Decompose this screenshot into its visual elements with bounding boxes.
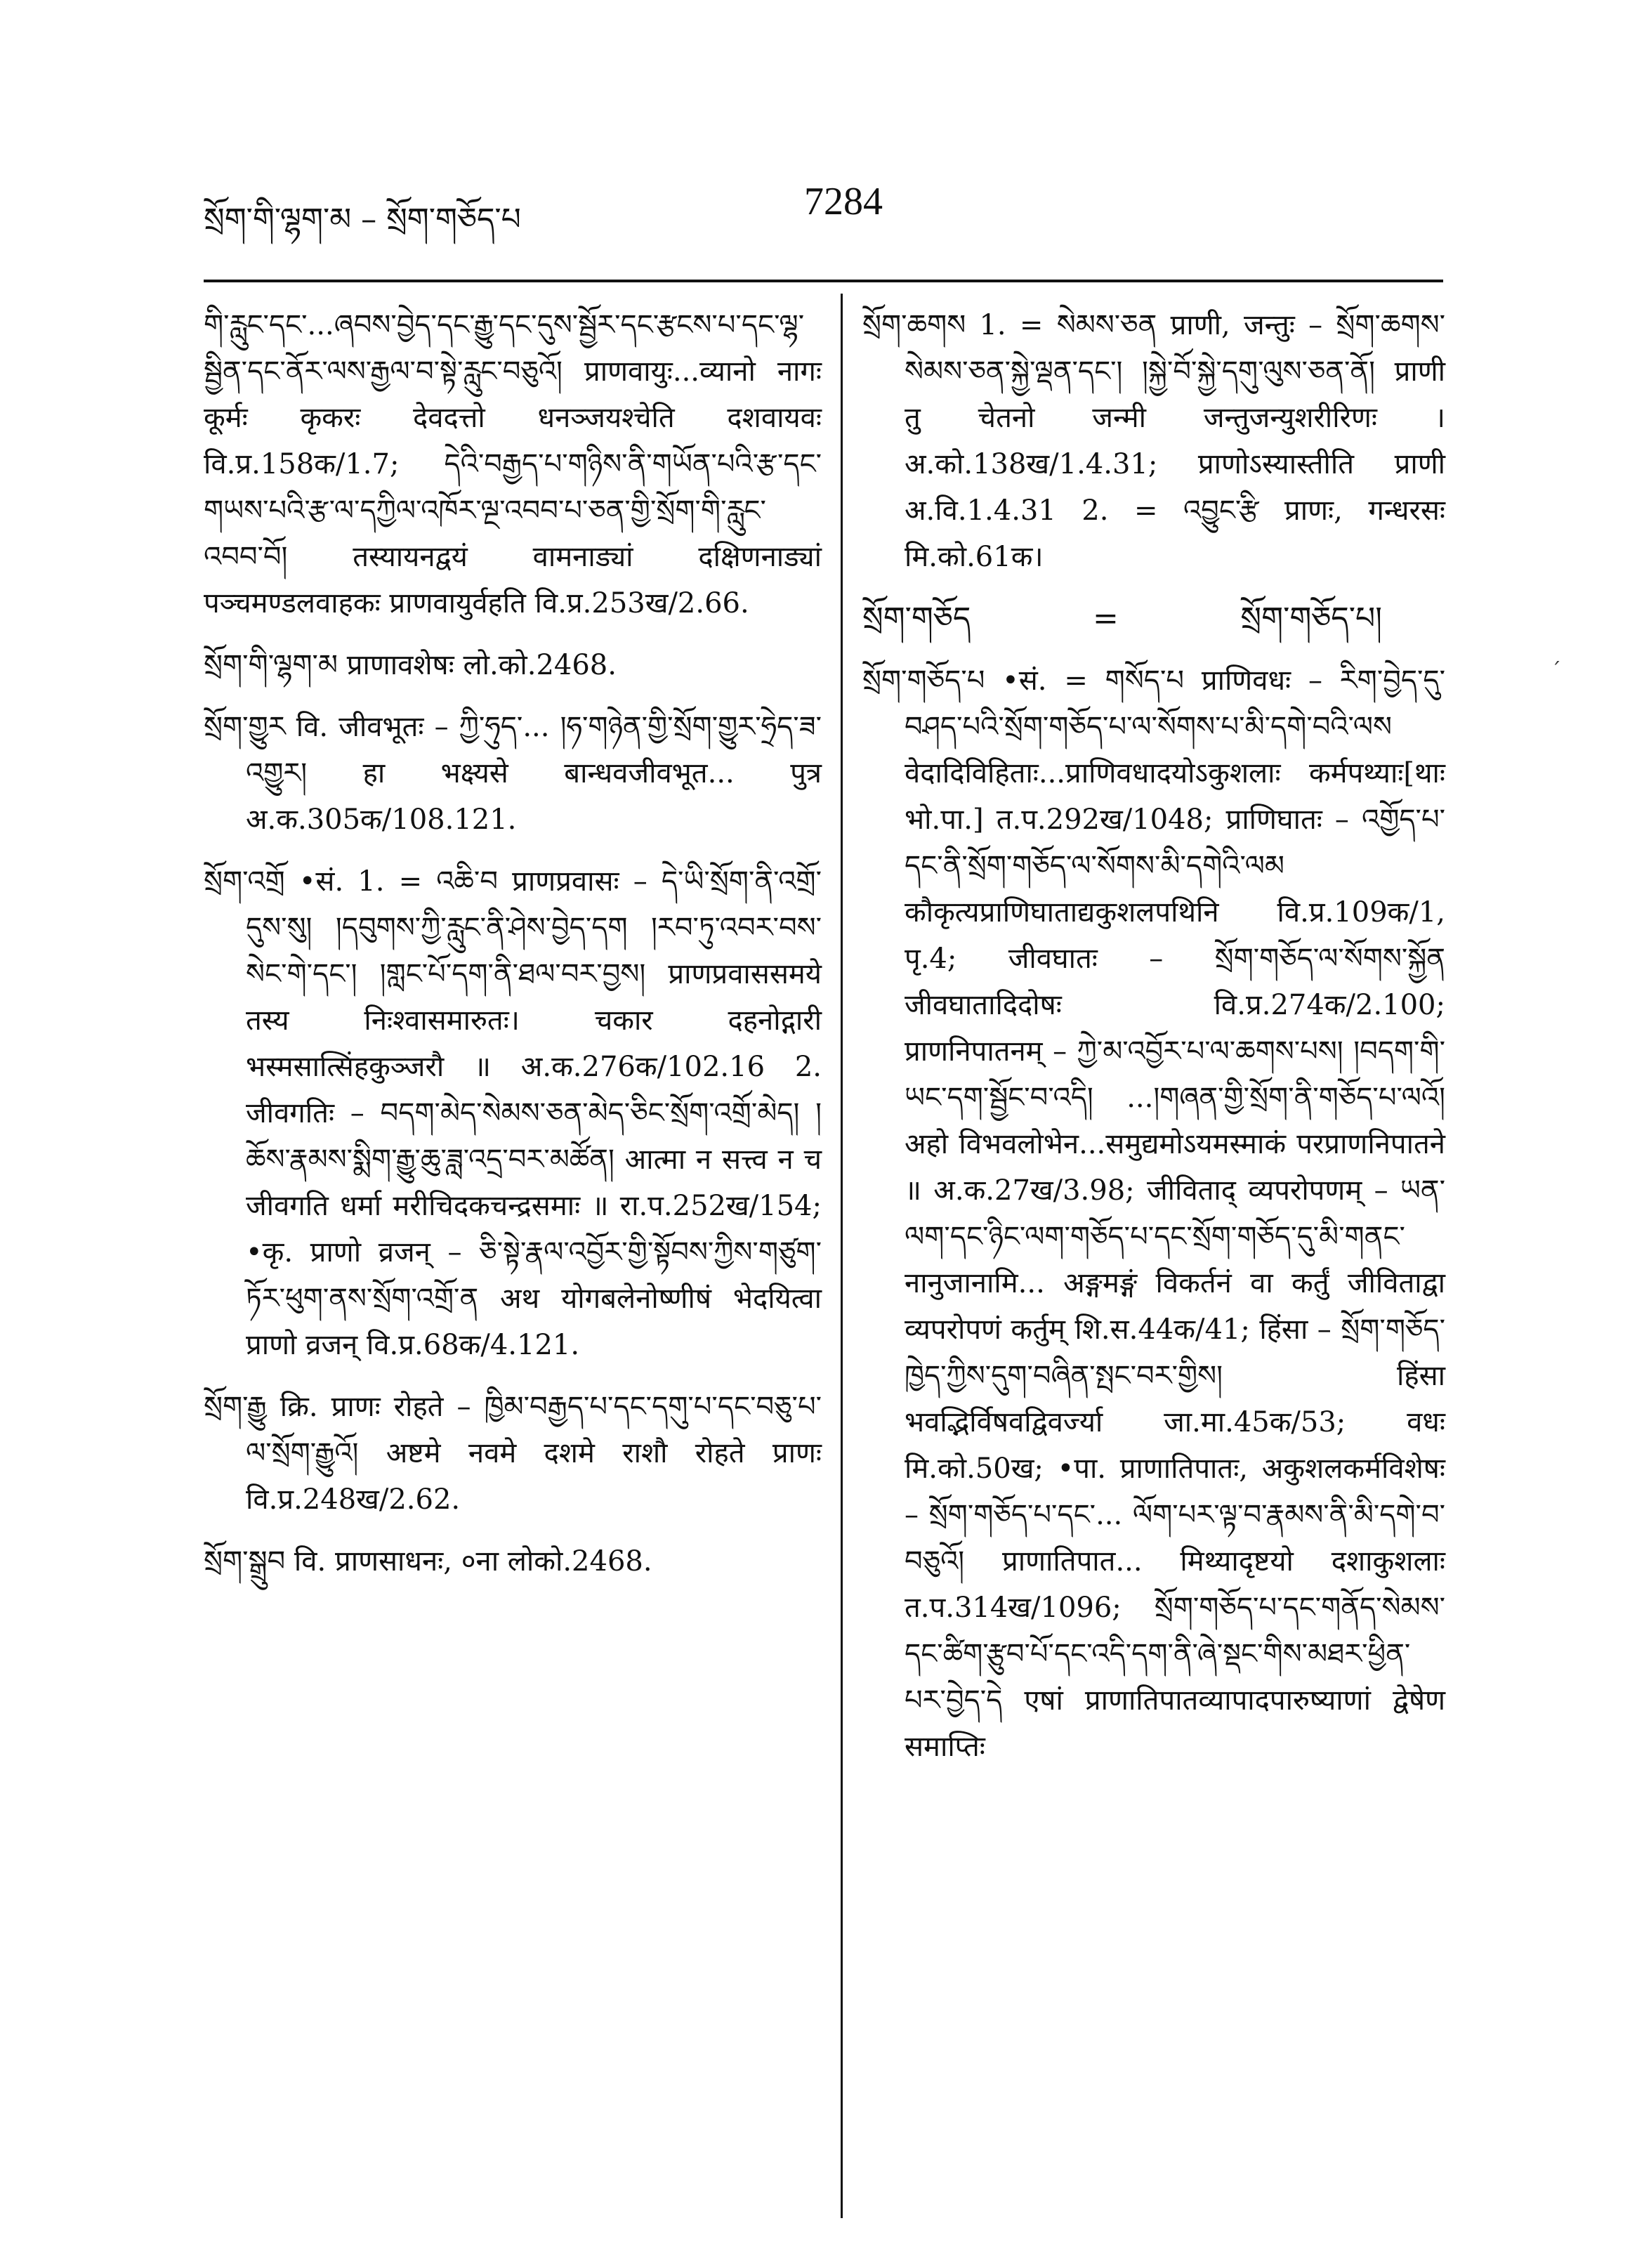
entry-continuation: [204, 302, 822, 627]
dictionary-entry: [204, 642, 822, 688]
entry-text: སྲོག་སྒྲུབ वि. प्राणसाधनः, ०ना लोको.2468.: [204, 1545, 652, 1578]
entry-text: སྲོག་གཅོད་པ •सं. = གསོད་པ प्राणिवधः – རིག་བྱེད་དུ་བཤད་པའི་སྲོག་གཅོད་པ་ལ་སོགས་པ་མི་དགེ་བའི་ལས वेदादिविहिताः...प्राणिवधादयोऽकुशलाः कर्मपथ्याः[थाः भो.पा.] त.प.292ख/1048; प्राणिघातः – འགྱོད་པ་དང་ནི་སྲོག་གཅོད་ལ་སོགས་མི་དགེའི་ལམ कौकृत्यप्राणिघाताद्यकुशलपथिनि वि.प्र.109क/1, पृ.4; जीवघातः – སྲོག་གཅོད་ལ་སོགས་སྐྱོན जीवघातादिदोषः वि.प्र.274क/2.100; प्राणनिपातनम् – ཀྱེ་མ་འབྱོར་པ་ལ་ཆགས་པས། །བདག་གི་ཡང་དག་སྦྱོང་བ་འདི། ...།གཞན་གྱི་སྲོག་ནི་གཅོད་པ་ལའོ། अहो विभवलोभेन...समुद्यमोऽयमस्माकं परप्राणनिपातने ॥ अ.क.27ख/3.98; जीविताद् व्यपरोपणम् – ཡན་ལག་དང་ཉིང་ལག་གཅོད་པ་དང་སྲོག་གཅོད་དུ་མི་གནང་ नानुजानामि... अङ्गमङ्गं विकर्तनं वा कर्तुं जीविताद्वा व्यपरोपणं कर्तुम् शि.स.44क/41; हिंसा – སྲོག་གཅོད་ཁྱེད་ཀྱིས་དུག་བཞིན་སྤང་བར་གྱིས། हिंसा भवद्भिर्विषवद्विवर्ज्या जा.मा.45क/53; वधः मि.को.50ख; •पा. प्राणातिपातः, अकुशलकर्मविशेषः – སྲོག་གཅོད་པ་དང་... ལོག་པར་ལྟ་བ་རྣམས་ནི་མི་དགེ་བ་བཅུའོ། प्राणातिपात... मिथ्यादृष्टयो दशाकुशलाः त.प.314ख/1096; སྲོག་གཅོད་པ་དང་གནོད་སེམས་དང་ཚིག་རྩུབ་པོ་དང་འདི་དག་ནི་ཞེ་སྡང་གིས་མཐར་ཕྱིན་པར་བྱེད་དེ एषां प्राणातिपातव्यापादपारुष्याणां द्वेषेण समाप्तिः: [862, 664, 1445, 1763]
equals-sign: =: [1092, 601, 1119, 636]
cross-reference-entry: [862, 596, 1445, 642]
column-divider: [841, 294, 843, 2218]
entry-text: སྲོག་གི་ལྷག་མ प्राणावशेषः लो.को.2468.: [204, 649, 617, 681]
entry-text: སྲོག་རྒྱུ क्रि. प्राणः रोहते – ཁྱིམ་བརྒྱད་པ་དང་དགུ་པ་དང་བཅུ་པ་ལ་སྲོག་རྒྱུའོ། अष्टमे नवमे दशमे राशौ रोहते प्राणः वि.प्र.248ख/2.62.: [204, 1391, 822, 1516]
dictionary-entry: [204, 1384, 822, 1523]
dictionary-entry: [204, 858, 822, 1368]
right-column: [862, 302, 1445, 1785]
stray-mark: ˊ: [1551, 659, 1561, 683]
reference-target: སྲོག་གཅོད་པ།: [1240, 601, 1382, 636]
dictionary-entry: [862, 302, 1445, 580]
running-head: སྲོག་གི་ལྷག་མ – སྲོག་གཅོད་པ: [204, 202, 521, 237]
dictionary-entry: [204, 1538, 822, 1585]
headword: སྲོག་གཅོད: [862, 601, 971, 636]
entry-text: གི་རླུང་དང་...ཞབས་བྱེད་དང་རྒྱུ་དང་དུས་སྦྱོར་དང་རྩངས་པ་དང་ལྷ་སྦྱིན་དང་ནོར་ལས་རྒྱལ་བ་སྟེ་རླུང་བཅུའོ། प्राणवायुः...व्यानो नागः कूर्मः कृकरः देवदत्तो धनञ्जयश्चेति दशवायवः वि.प्र.158क/1.7; དེའི་བརྒྱད་པ་གཉིས་ནི་གཡོན་པའི་རྩ་དང་གཡས་པའི་རྩ་ལ་དཀྱིལ་འཁོར་ལྔ་འབབ་པ་ཅན་གྱི་སྲོག་གི་རླུང་འབབ་བོ། तस्यायनद्वयं वामनाड्यां दक्षिणनाड्यां पञ्चमण्डलवाहकः प्राणवायुर्वहति वि.प्र.253ख/2.66.: [204, 309, 822, 620]
page-number: 7284: [804, 180, 883, 223]
left-column: [204, 302, 822, 1600]
page-header: [204, 179, 1440, 235]
entry-text: སྲོག་འགྲོ •सं. 1. = འཆི་བ प्राणप्रवासः – དེ་ཡི་སྲོག་ནི་འགྲོ་དུས་སུ། །དབུགས་ཀྱི་རླུང་ནི་ཤེས་བྱེད་དག །རབ་ཏུ་འབར་བས་སེང་གེ་དང་། །གླང་པོ་དག་ནི་ཐལ་བར་བྱས། प्राणप्रवाससमये तस्य निःश्वासमारुतः। चकार दहनोद्गारी भस्मसात्सिंहकुञ्जरौ ॥ अ.क.276क/102.16 2. जीवगतिः – བདག་མེད་སེམས་ཅན་མེད་ཅིང་སྲོག་འགྲོ་མེད། །ཆོས་རྣམས་སྨིག་རྒྱུ་ཆུ་ཟླ་འདྲ་བར་མཚོན། आत्मा न सत्त्व न च जीवगति धर्मा मरीचिदकचन्द्रसमाः ॥ रा.प.252ख/154; •कृ. प्राणो व्रजन् – ཅི་སྟེ་རྣལ་འབྱོར་གྱི་སྟོབས་ཀྱིས་གཙུག་ཏོར་ཕུག་ནས་སྲོག་འགྲོ་ན अथ योगबलेनोष्णीषं भेदयित्वा प्राणो व्रजन् वि.प्र.68क/4.121.: [204, 865, 822, 1361]
header-rule: [204, 280, 1443, 282]
dictionary-entry: [204, 704, 822, 843]
dictionary-entry: [862, 657, 1445, 1770]
entry-text: སྲོག་ཆགས 1. = སེམས་ཅན प्राणी, जन्तुः – སྲོག་ཆགས་སེམས་ཅན་སྐྱེ་ལྡན་དང་། །སྐྱེ་བོ་སྐྱེ་དགུ་ལུས་ཅན་ནོ། प्राणी तु चेतनो जन्मी जन्तुजन्युशरीरिणः । अ.को.138ख/1.4.31; प्राणोऽस्यास्तीति प्राणी अ.वि.1.4.31 2. = འབྱུང་རྩི प्राणः, गन्धरसः मि.को.61क।: [862, 309, 1445, 573]
entry-text: སྲོག་གྱུར वि. जीवभूतः – ཀྱི་ཧུད་... །ཧ་གཉེན་གྱི་སྲོག་གྱུར་ཧྲེད་ཟ་འགྱུར། हा भक्ष्यसे बान्धवजीवभूत... पुत्र अ.क.305क/108.121.: [204, 711, 822, 836]
